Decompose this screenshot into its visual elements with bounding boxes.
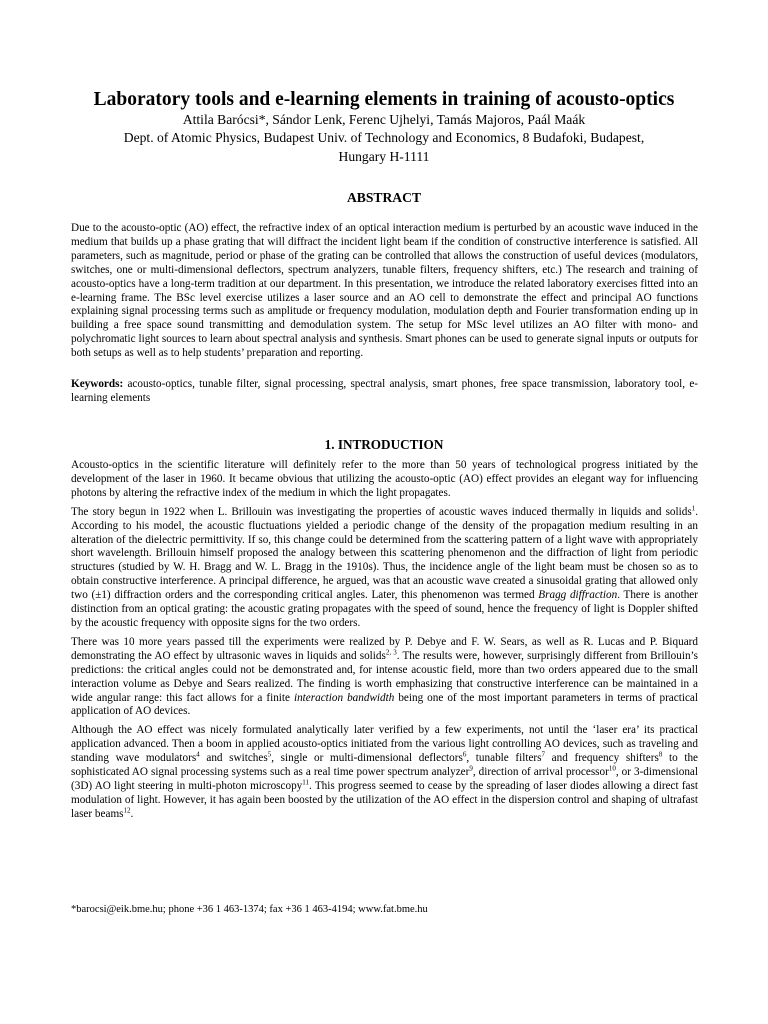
emphasis-term: Bragg diffraction (538, 589, 618, 602)
author-contact-footnote: *barocsi@eik.bme.hu; phone +36 1 463-1374; fax +36 1 463-4194; www.fat.bme.hu (71, 904, 428, 915)
citation: 5 (267, 750, 272, 759)
citation: 4 (196, 750, 200, 759)
affiliation (60, 128, 708, 166)
emphasis-term: interaction bandwidth (293, 691, 395, 704)
abstract-heading: ABSTRACT (346, 190, 422, 205)
citation: 10 (608, 764, 616, 773)
keywords-label: Keywords: (71, 378, 124, 390)
keywords (71, 378, 698, 406)
citation: 6 (462, 750, 467, 759)
paragraph: Acousto-optics in the scientific literature will definitely refer to the more than 50 years of technological progress initiated by the development of the laser in 1960. It became obvious that utilizing the acousto-optic (AO) effect provides an elegant way for influencing photons by altering the refractive index of the medium in which the light propagates. (71, 459, 698, 499)
affiliation-line-2: Hungary H-1111 (338, 149, 430, 164)
paragraph: Although the AO effect was nicely formulated analytically later verified by a few experiments, not until the ‘laser era’ its practical application advanced. Then a boom in applied acousto-optics initiated from the various light controlling AO devices, such as traveling and standing wave modulators$^4$ and switches$^5$, single or multi-dimensional deflectors$^6$, tunable filters$^7$ and frequency shifters$^8$ to the sophisticated AO signal processing systems such as a real time power spectrum analyzer$^9$, direction of arrival processor$^{10}$, or 3-dimensional (3D) AO light steering in multi-photon microscopy$^{11}$. This progress seemed to cease by the spreading of laser diodes allowing a direct fast modulation of light. However, it has again been boosted by the utilization of the AO effect in the dispersion control and shaping of ultrafast laser beams$^{12}$. (71, 724, 699, 820)
paragraph: The story begun in 1922 when L. Brillouin was investigating the properties of acoustic waves induced thermally in liquids and solids$^1$. According to his model, the acoustic fluctuations yielded a periodic change of the density of the propagation medium resulting in an alteration of the dielectric permittivity. If so, this change could be determined from the scattering pattern of a light wave with appropriately short wavelength. Brillouin himself proposed the analogy between this scattering phenomenon and the diffraction of light from periodic structures (studied by W. H. Bragg and W. L. Bragg in the 1910s). Thus, the incidence angle of the light beam must be chosen so as to obtain constructive interference. A principal difference, he argued, was that an acoustic wave created a sinusoidal grating that allowed only two (±1) diffraction orders and the corresponding critical angles. Later, this phenomenon was termed Bragg diffraction. There is another distinction from an optical grating: the acoustic grating propagates with the speed of sound, hence the frequency of light is Doppler shifted by the acoustic frequency with opposite signs for the two orders. (71, 503, 698, 629)
citation: 8 (658, 750, 663, 759)
section-heading-introduction: 1. INTRODUCTION (324, 437, 444, 452)
abstract-body: Due to the acousto-optic (AO) effect, the refractive index of an optical interaction medium is perturbed by an acoustic wave induced in the medium that builds up a phase grating that will diffract the incident light beam if the condition of constructive interference is satisfied. All parameters, such as magnitude, period or phase of the grating can be controlled that allows the construction of useful devices (modulators, switches, one or multi-dimensional deflectors, spectrum analyzers, tunable filters, frequency shifters, etc.) The research and training of acousto-optics have a long-term tradition at our department. In this presentation, we introduce the related laboratory exercises fitted into an e-learning frame. The BSc level exercise utilizes a laser source and an AO cell to demonstrate the effect and principal AO functions explaining signal processing terms such as amplitude or frequency modulation, modulation depth and Fourier transformation ending up in building a free space sound transmitting and demodulation system. The setup for MSc level utilizes an AO filter with mono- and polychromatic light sources to learn about spectral analysis and synthesis. Smart phones can be used to generate signal inputs or outputs for both setups as well as to help students’ preparation and reporting. (71, 222, 698, 360)
citation: 2, 3 (385, 648, 397, 657)
citation: 7 (541, 750, 545, 759)
paper-title: Laboratory tools and e-learning elements in training of acousto-optics (93, 89, 675, 110)
keywords-text: acousto-optics, tunable filter, signal processing, spectral analysis, smart phones, free space transmission, laboratory tool, e-learning elements (71, 378, 699, 404)
affiliation-line-1: Dept. of Atomic Physics, Budapest Univ. of Technology and Economics, 8 Budafoki, Budapest, (123, 130, 645, 145)
citation: 11 (302, 778, 310, 787)
citation: 9 (469, 764, 473, 773)
paragraph: There was 10 more years passed till the experiments were realized by P. Debye and F. W. Sears, as well as R. Lucas and P. Biquard demonstrating the AO effect by ultrasonic waves in liquids and solids$^{2, 3}$. The results were, however, surprisingly different from Brillouin’s predictions: the critical angles could not be demonstrated and, for intense acoustic field, more than two orders appeared due to the small interaction volume as Debye and Sears realized. The finding is worth emphasizing that constructive interference can be maintained in a wide angular range: this fact allows for a finite interaction bandwidth being one of the most important parameters in terms of practical application of AO devices. (71, 635, 699, 718)
author-list: Attila Barócsi*, Sándor Lenk, Ferenc Ujhelyi, Tamás Majoros, Paál Maák (182, 112, 586, 127)
citation: 12 (123, 806, 131, 815)
citation: 1 (691, 503, 696, 512)
introduction-section (71, 459, 698, 827)
